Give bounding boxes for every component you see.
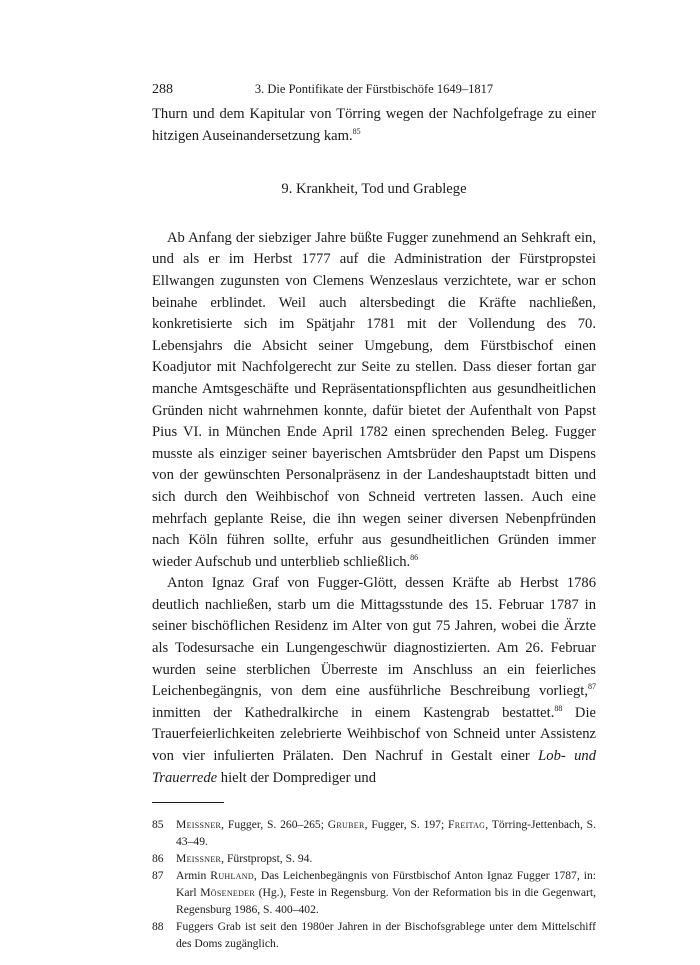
paragraph-death-text-4: hielt der Domprediger und: [217, 769, 377, 786]
citation-text: , Fugger, S. 260–265;: [221, 818, 328, 832]
footnote-number: 87: [152, 869, 164, 883]
paragraph-death-text-3: Die Trauerfeierlichkeiten zelebrierte Weihbischof von Schneid unter Assistenz von vier infulierten Prälaten. Den Nachruf in Gestalt einer: [152, 704, 596, 765]
author-name: Ruhland: [210, 869, 254, 883]
body-text: [152, 104, 596, 789]
footnote-divider: [152, 802, 224, 803]
footnotes: [152, 816, 596, 952]
citation-text: , Das Leichenbegängnis von Fürstbischof Anton Ignaz Fugger 1787, in: Karl: [176, 869, 596, 900]
citation-text: , Fürstpropst, S. 94.: [221, 852, 313, 866]
section-heading: 9. Krankheit, Tod und Grablege: [281, 181, 467, 198]
footnote-number: 86: [152, 852, 164, 866]
author-name: Freitag: [448, 818, 486, 832]
author-name: Meissner: [176, 852, 222, 866]
footnote-87: [152, 867, 596, 918]
citation-text: Fuggers Grab ist seit den 1980er Jahren in der Bischofsgrablege unter dem Mittelschiff des Doms zugänglich.: [176, 920, 596, 951]
footnote-text: [176, 850, 596, 867]
citation-text: (Hg.), Feste in Regensburg. Von der Reformation bis in die Gegenwart, Regensburg 1986, S. 400–402.: [176, 886, 596, 917]
footnote-number: 88: [152, 920, 164, 934]
footnote-text: [176, 918, 596, 952]
paragraph-death: [152, 573, 596, 789]
book-page: [152, 82, 596, 952]
footnote-text: [176, 867, 596, 918]
citation-text: Armin: [176, 869, 211, 883]
continuation-text: Thurn und dem Kapitular von Törring wegen der Nachfolgefrage zu einer hitzigen Auseinandersetzung kam.: [152, 106, 596, 144]
italic-title: Lob- und Trauerrede: [152, 748, 597, 786]
footnote-86: [152, 850, 596, 867]
footnote-number: 85: [152, 818, 164, 832]
author-name: Gruber: [327, 818, 365, 832]
running-head: [152, 82, 596, 104]
footnote-88: [152, 918, 596, 952]
footnote-ref-88[interactable]: 88: [554, 703, 563, 713]
footnote-ref-86[interactable]: 86: [410, 552, 419, 562]
chapter-title: 3. Die Pontifikate der Fürstbischöfe 1649–1817: [254, 82, 494, 96]
paragraph-death-text-1: Anton Ignaz Graf von Fugger-Glött, dessen Kräfte ab Herbst 1786 deutlich nachließen, starb um die Mittagsstunde des 15. Februar 1787 in seiner bischöflichen Residenz im Alter von gut 75 Jahren, wobei die Ärzte als Todesursache ein Lungengeschwür diagnostizierten. Am 26. Februar wurden seine sterblichen Überreste im Anschluss an ein feierliches Leichenbegängnis, von dem eine ausführliche Beschreibung vorliegt,: [152, 575, 596, 700]
paragraph-death-text-2: inmitten der Kathedralkirche in einem Kastengrab bestattet.: [152, 704, 555, 721]
footnote-85: [152, 816, 596, 850]
page-number: 288: [152, 82, 173, 97]
paragraph-illness-text: Ab Anfang der siebziger Jahre büßte Fugger zunehmend an Sehkraft ein, und als er im Herbst 1777 auf die Administration der Fürstpropstei Ellwangen zugunsten von Clemens Wenzeslaus verzichtete, war er schon beinahe erblindet. Weil auch altersbedingt die Kräfte nachließen, konkretisierte sich im Spätjahr 1781 mit der Vollendung des 70. Lebensjahrs die Absicht seiner Umgebung, dem Fürstbischof einen Koadjutor mit Nachfolgerecht zur Seite zu stellen. Dass dieser fortan gar manche Amtsgeschäfte und Repräsentationspflichten aus gesundheitlichen Gründen nicht wahrnehmen konnte, dafür bietet der Aufenthalt von Papst Pius VI. in München Ende April 1782 einen sprechenden Beleg. Fugger musste als einziger seiner bayerischen Amtsbrüder den Papst um Dispens von der gewünschten Personalpräsenz in der Landeshauptstadt bitten und sich durch den Weihbischof von Schneid vertreten lassen. Auch eine mehrfach geplante Reise, die ihn wegen seiner diversen Nebenpfründen nach Köln führen sollte, erfuhr aus gesundheitlichen Gründen immer wieder Aufschub und unterblieb schließlich.: [152, 229, 596, 570]
continuation-paragraph: [152, 104, 596, 147]
citation-text: , Fugger, S. 197;: [364, 818, 448, 832]
author-name: Meissner: [176, 818, 222, 832]
paragraph-illness: [152, 228, 596, 574]
footnote-ref-85[interactable]: 85: [352, 126, 361, 136]
footnote-text: [176, 816, 596, 850]
author-name: Möseneder: [200, 886, 255, 900]
citation-text: , Törring-Jettenbach, S. 43–49.: [176, 818, 597, 849]
footnote-ref-87[interactable]: 87: [588, 682, 596, 692]
